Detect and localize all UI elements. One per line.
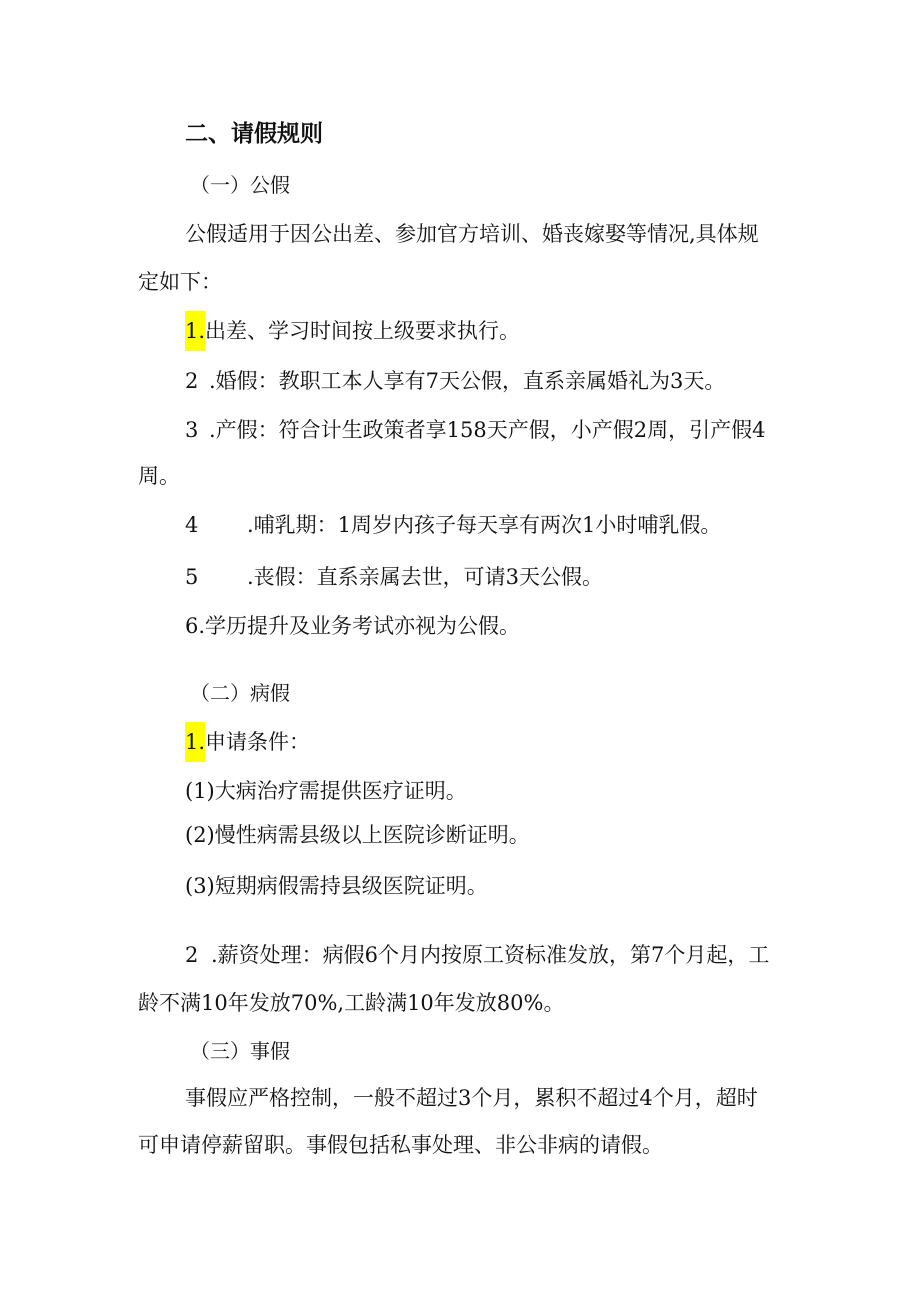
personal-leave-title: （三）事假 [190, 1039, 290, 1063]
public-leave-item-3-line2: 周。 [138, 464, 180, 488]
public-leave-intro-line1: 公假适用于因公出差、参加官方培训、婚丧嫁娶等情况,具体规 [185, 222, 759, 246]
item-number: 2 [185, 369, 199, 393]
sick-leave-conditions [185, 727, 310, 757]
sick-leave-condition-2: (2)慢性病需县级以上医院诊断证明。 [185, 823, 530, 847]
item-text: .哺乳期：1周岁内孩子每天享有两次1小时哺乳假。 [247, 513, 722, 537]
item-text: .婚假：教职工本人享有7天公假，直系亲属婚礼为3天。 [209, 369, 726, 393]
public-leave-item-5 [185, 562, 603, 592]
item-text: .丧假：直系亲属去世，可请3天公假。 [247, 565, 604, 589]
section-heading: 二、请假规则 [185, 121, 323, 147]
item-text: 出差、学习时间按上级要求执行。 [205, 319, 521, 343]
personal-leave-line2: 可申请停薪留职。事假包括私事处理、非公非病的请假。 [138, 1133, 663, 1157]
item-number: 5 [185, 565, 199, 589]
item-text: .薪资处理：病假6个月内按原工资标准发放，第7个月起，工 [211, 943, 770, 967]
public-leave-item-2 [185, 366, 725, 396]
item-text: .产假：符合计生政策者享158天产假，小产假2周，引产假4 [209, 418, 766, 442]
public-leave-title: （一）公假 [190, 173, 290, 197]
public-leave-item-4 [185, 510, 721, 540]
public-leave-item-1 [185, 316, 520, 346]
public-leave-item-6: 6.学历提升及业务考试亦视为公假。 [185, 614, 521, 638]
sick-leave-condition-1: (1)大病治疗需提供医疗证明。 [185, 779, 467, 803]
item-text: 申请条件： [205, 730, 311, 754]
highlighted-number: 1. [185, 722, 205, 762]
sick-leave-pay-line2: 龄不满10年发放70%,工龄满10年发放80%。 [138, 991, 565, 1015]
sick-leave-condition-3: (3)短期病假需持县级医院证明。 [185, 874, 488, 898]
item-number: 2 [185, 943, 199, 967]
public-leave-item-3-line1 [185, 415, 765, 445]
item-number: 4 [185, 513, 199, 537]
sick-leave-title: （二）病假 [190, 681, 290, 705]
public-leave-intro-line2: 定如下： [138, 270, 222, 294]
personal-leave-line1: 事假应严格控制，一般不超过3个月，累积不超过4个月，超时 [185, 1086, 758, 1110]
sick-leave-pay-line1 [185, 940, 769, 970]
highlighted-number: 1. [185, 311, 205, 351]
item-number: 3 [185, 418, 199, 442]
